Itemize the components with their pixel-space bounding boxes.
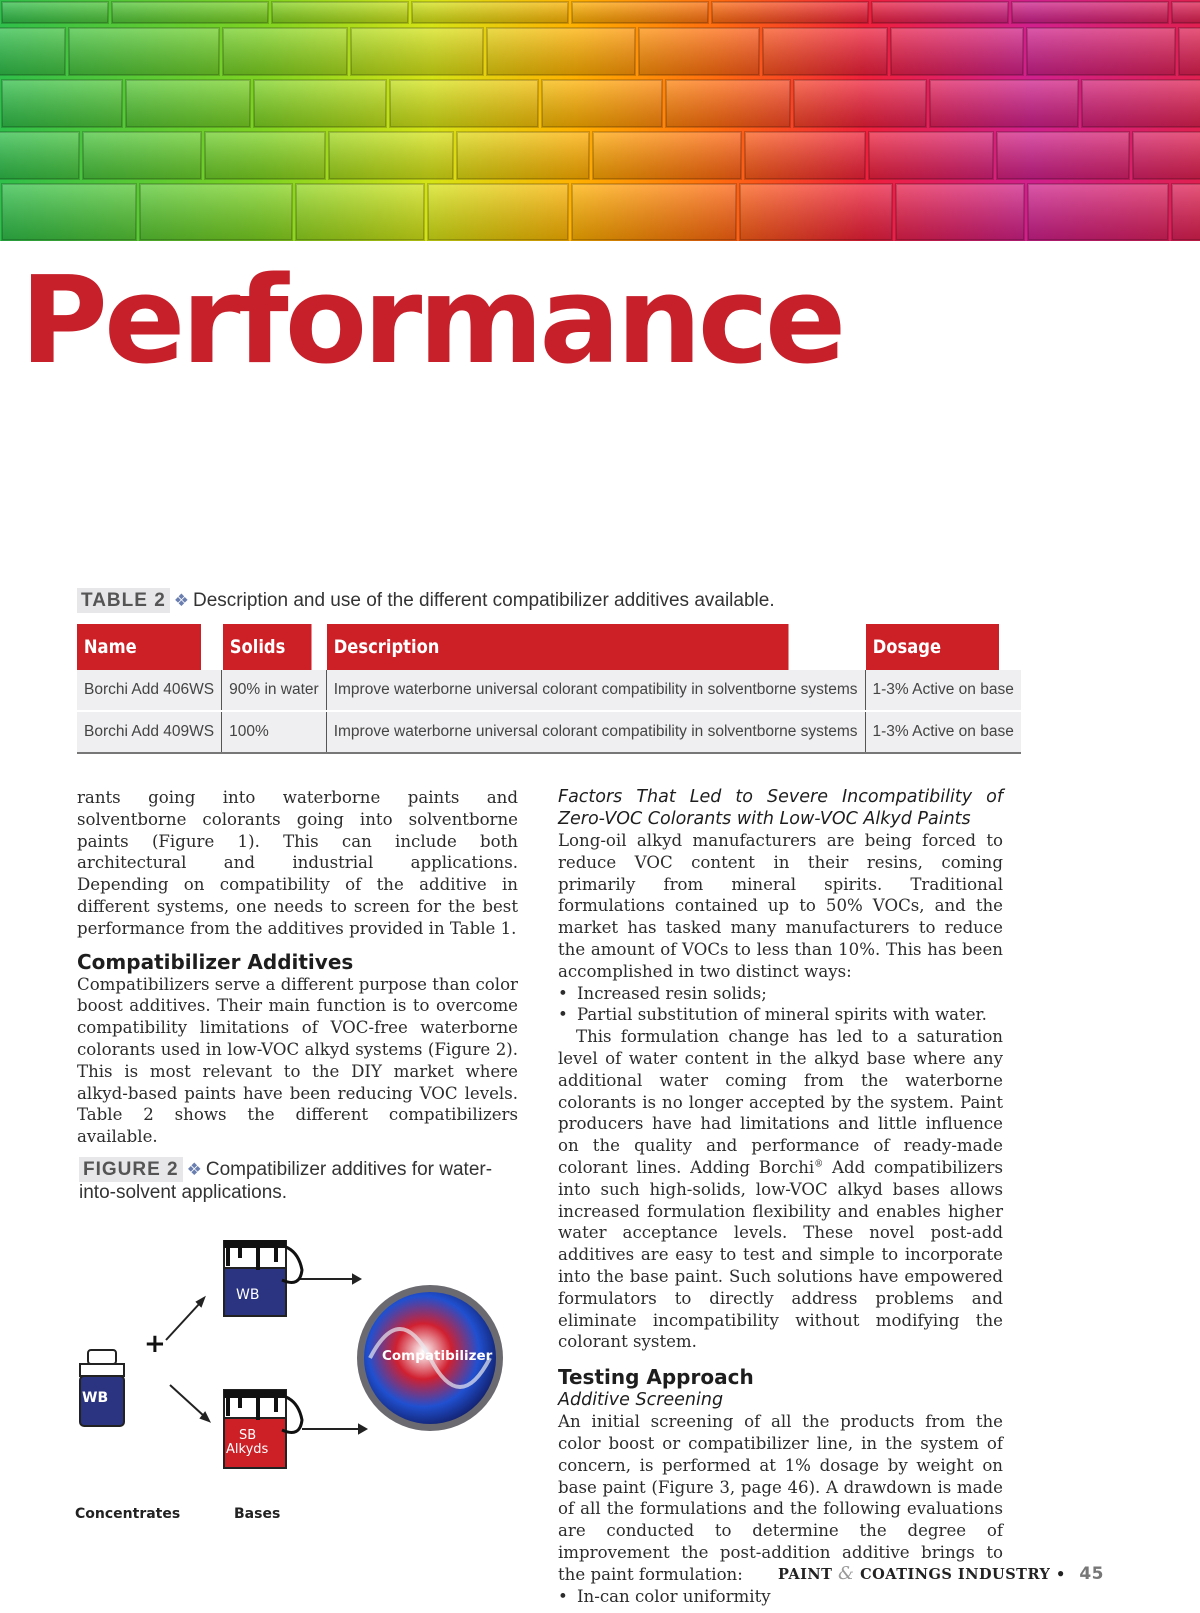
compatibilizer-table	[77, 624, 1021, 754]
color-block	[572, 184, 736, 240]
color-block	[794, 80, 926, 127]
paragraph: An initial screening of all the products from the color boost or compatibilizer line, in the system of concern, is performed at 1% dosage by weight on base paint (Figure 3, page 46). A drawdown is made of all the formulations and the following evaluations are conducted to determine the degree of improvement the post-addition additive brings to the paint formulation:	[558, 1412, 1003, 1584]
section-heading: Testing Approach	[558, 1365, 754, 1390]
color-block	[1028, 184, 1168, 240]
table-cell: Borchi Add 409WS	[77, 711, 222, 753]
wb-can-label: WB	[236, 1287, 260, 1303]
color-block	[872, 2, 1008, 23]
page-footer	[778, 1563, 1104, 1584]
color-block	[412, 2, 568, 23]
color-block	[296, 184, 424, 240]
color-block	[457, 132, 589, 179]
color-block	[390, 80, 538, 127]
color-block	[666, 80, 790, 127]
sb-can-label: SB	[239, 1428, 257, 1443]
color-block	[69, 28, 219, 75]
list-item: • Partial substitution of mineral spirits with water.	[558, 1004, 1003, 1026]
color-block	[126, 80, 250, 127]
table-header-row	[77, 624, 1021, 670]
color-block	[1179, 28, 1200, 75]
color-block	[329, 132, 453, 179]
paragraph: Long-oil alkyd manufacturers are being forced to reduce VOC content in their resins, coming primarily from mineral spirits. Traditional formulations contained up to 50% VOCs, and the market has tasked many manufacturers to reduce the amount of VOCs to less than 10%. This has been accomplished in two distinct ways:	[558, 831, 1003, 981]
color-block	[112, 2, 268, 23]
paragraph: Compatibilizers serve a different purpose than color boost additives. Their main function is to overcome compatibility limitations of VOC-free waterborne colorants used in low-VOC alkyd systems (Figure 2). This is most relevant to the DIY market where alkyd-based paints have been reducing VOC levels. Table 2 shows the different compatibilizers available.	[77, 974, 518, 1147]
color-block	[891, 28, 1023, 75]
color-block	[223, 28, 347, 75]
column-header: Dosage	[865, 624, 999, 670]
color-block	[572, 2, 708, 23]
color-block	[712, 2, 868, 23]
section-heading: Compatibilizer Additives	[77, 949, 354, 974]
table-cell: 100%	[222, 711, 327, 753]
color-block	[745, 132, 865, 179]
plus-icon: +	[144, 1329, 166, 1359]
figure-caption-text: Compatibilizer additives for water-into-solvent applications.	[79, 1159, 493, 1203]
table-caption-text: Description and use of the different compatibilizer additives available.	[193, 590, 775, 611]
publication-name: COATINGS INDUSTRY	[860, 1566, 1051, 1583]
concentrates-label: Concentrates	[75, 1506, 181, 1522]
color-block	[869, 132, 993, 179]
table-row	[77, 711, 1021, 753]
color-block	[428, 184, 568, 240]
color-block	[1082, 80, 1200, 127]
wb-bottle-label: WB	[82, 1390, 109, 1406]
table-cell: 1-3% Active on base	[865, 711, 1021, 753]
right-column	[558, 786, 1003, 1607]
list-item: • Increased resin solids;	[558, 983, 1003, 1005]
color-block	[205, 132, 325, 179]
table-caption	[77, 590, 775, 612]
color-block	[1172, 184, 1200, 240]
ampersand: &	[837, 1563, 855, 1584]
figure-caption	[79, 1158, 499, 1204]
separator: •	[1055, 1566, 1066, 1583]
table-cell: 1-3% Active on base	[865, 670, 1021, 711]
wb-bottle-icon	[80, 1350, 124, 1426]
figure-2-diagram	[70, 1240, 540, 1540]
page-number: 45	[1079, 1564, 1104, 1584]
column-header: Name	[77, 624, 201, 670]
color-block	[896, 184, 1024, 240]
paragraph: This formulation change has led to a saturation level of water content in the alkyd base where any additional water coming from the waterborne colorants is no longer accepted by the system. Paint producers have had limitations and little influence on the quality and performance of ready-made colorant lines. Adding Borchi® Add compatibilizers into such high-solids, low-VOC alkyd bases allows increased formulation flexibility and enables higher water acceptance levels. These novel post-add additives are easy to test and simple to incorporate into the base paint. Such solutions have empowered formulators to directly address problems and eliminate incompatibility without modifying the colorant system.	[558, 1027, 1004, 1352]
color-block	[542, 80, 662, 127]
table-cell: Improve waterborne universal colorant compatibility in solventborne systems	[326, 670, 865, 711]
color-block	[0, 132, 79, 179]
table-cell: Improve waterborne universal colorant compatibility in solventborne systems	[326, 711, 865, 753]
table-row	[77, 670, 1021, 711]
table-tag: TABLE 2	[77, 588, 170, 613]
color-block	[639, 28, 759, 75]
table-cell: 90% in water	[222, 670, 327, 711]
compatibilizer-label: Compatibilizer	[382, 1348, 493, 1364]
color-block	[2, 2, 108, 23]
color-block	[2, 80, 122, 127]
color-block	[930, 80, 1078, 127]
color-block	[763, 28, 887, 75]
color-block	[593, 132, 741, 179]
diamond-icon: ❖	[186, 1160, 202, 1179]
left-column	[77, 787, 518, 1148]
color-block	[997, 132, 1129, 179]
color-block	[1012, 2, 1168, 23]
bases-label: Bases	[234, 1506, 281, 1522]
color-block	[0, 28, 65, 75]
color-block	[83, 132, 201, 179]
paragraph: rants going into waterborne paints and solventborne colorants going into solventborne paints (Figure 1). This can include both architectural and industrial applications. Depending on compatibility of the additive in different systems, one needs to screen for the best performance from the additives provided in Table 1.	[77, 788, 518, 938]
table-cell: Borchi Add 406WS	[77, 670, 222, 711]
publication-name: PAINT	[777, 1566, 833, 1583]
color-block	[2, 184, 136, 240]
column-header: Description	[326, 624, 789, 670]
header-image-colored-blocks	[0, 0, 1200, 241]
color-block	[1133, 132, 1200, 179]
alkyds-can-label: Alkyds	[226, 1442, 269, 1457]
column-header: Solids	[222, 624, 312, 670]
subsection-heading: Factors That Led to Severe Incompatibility of Zero-VOC Colorants with Low-VOC Alkyd Paints	[558, 787, 1003, 829]
color-block	[272, 2, 408, 23]
color-block	[1027, 28, 1175, 75]
page-title: Performance	[20, 252, 843, 391]
wb-paint-can-icon	[224, 1240, 302, 1316]
color-block	[140, 184, 292, 240]
color-block	[1172, 2, 1200, 23]
diamond-icon: ❖	[173, 591, 190, 610]
list-item: • In-can color uniformity	[558, 1586, 1003, 1608]
subsection-heading: Additive Screening	[558, 1390, 724, 1411]
color-block	[740, 184, 892, 240]
color-block	[254, 80, 386, 127]
color-block	[351, 28, 483, 75]
figure-tag: FIGURE 2	[79, 1157, 183, 1182]
color-block	[487, 28, 635, 75]
